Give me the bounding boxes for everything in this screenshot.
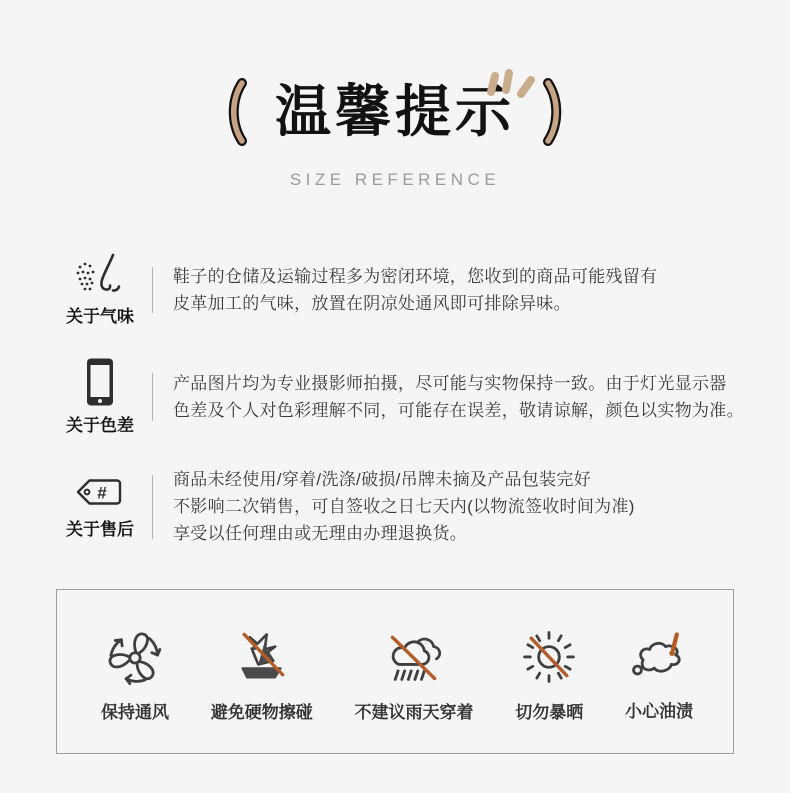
care-item-no-hard-object bbox=[211, 626, 313, 723]
phone-icon bbox=[84, 357, 116, 407]
right-paren-icon bbox=[541, 78, 567, 146]
tip-row-color bbox=[48, 357, 750, 436]
tip-row-aftersales bbox=[48, 466, 750, 547]
tip-side-color bbox=[48, 357, 152, 436]
care-label: 不建议雨天穿着 bbox=[354, 703, 474, 722]
care-item-no-rain bbox=[355, 626, 474, 723]
left-paren-icon bbox=[223, 78, 249, 146]
tip-line: 商品未经使用/穿着/洗涤/破损/吊牌未摘及产品包装完好 bbox=[173, 470, 591, 489]
oil-stain-icon bbox=[629, 627, 689, 685]
tip-line: 鞋子的仓储及运输过程多为密闭环境，您收到的商品可能残留有 bbox=[173, 266, 658, 286]
tip-label-odor: 关于气味 bbox=[66, 307, 134, 326]
care-item-no-sun bbox=[515, 626, 583, 723]
divider bbox=[152, 267, 153, 313]
tip-text-odor bbox=[173, 263, 657, 317]
header bbox=[0, 0, 790, 190]
price-tag-icon bbox=[74, 473, 126, 511]
tip-label-aftersales: 关于售后 bbox=[66, 520, 134, 539]
divider bbox=[152, 373, 153, 421]
care-box bbox=[56, 589, 734, 754]
care-item-oil-stain bbox=[625, 627, 693, 722]
fan-ventilation-icon bbox=[105, 626, 165, 686]
tip-label-color: 关于色差 bbox=[66, 416, 134, 435]
no-rain-icon bbox=[383, 626, 445, 686]
tip-line: 皮革加工的气味，放置在阴凉处通风即可排除异味。 bbox=[173, 293, 571, 313]
svg-text:#: # bbox=[97, 483, 107, 503]
page-title: 温馨提示 bbox=[275, 80, 515, 143]
tip-line: 产品图片均为专业摄影师拍摄，尽可能与实物保持一致。由于灯光显示器 bbox=[173, 373, 727, 393]
care-label: 避免硬物擦碰 bbox=[210, 703, 313, 722]
title-row bbox=[0, 64, 790, 160]
tip-line: 色差及个人对色彩理解不同，可能存在误差，敬请谅解，颜色以实物为准。 bbox=[173, 400, 744, 420]
subtitle: SIZE REFERENCE bbox=[289, 170, 501, 189]
tip-text-aftersales bbox=[173, 466, 635, 547]
no-sun-exposure-icon bbox=[519, 626, 579, 686]
tip-sections bbox=[0, 252, 790, 547]
tip-line: 不影响二次销售，可自签收之日七天内(以物流签收时间为准) bbox=[173, 497, 635, 516]
tip-side-odor bbox=[48, 252, 152, 327]
nose-smell-icon bbox=[71, 252, 129, 298]
tip-row-odor bbox=[48, 252, 750, 327]
care-label: 保持通风 bbox=[101, 703, 169, 722]
care-label: 切勿暴晒 bbox=[515, 703, 584, 722]
accent-dashes-icon bbox=[482, 64, 536, 100]
tip-text-color bbox=[173, 370, 744, 424]
no-hard-object-icon bbox=[232, 626, 292, 686]
care-item-ventilation bbox=[101, 626, 169, 723]
divider bbox=[152, 475, 153, 539]
tip-side-aftersales bbox=[48, 473, 152, 540]
care-label: 小心油渍 bbox=[625, 702, 693, 721]
tip-line: 享受以任何理由或无理由办理退换货。 bbox=[173, 524, 468, 543]
